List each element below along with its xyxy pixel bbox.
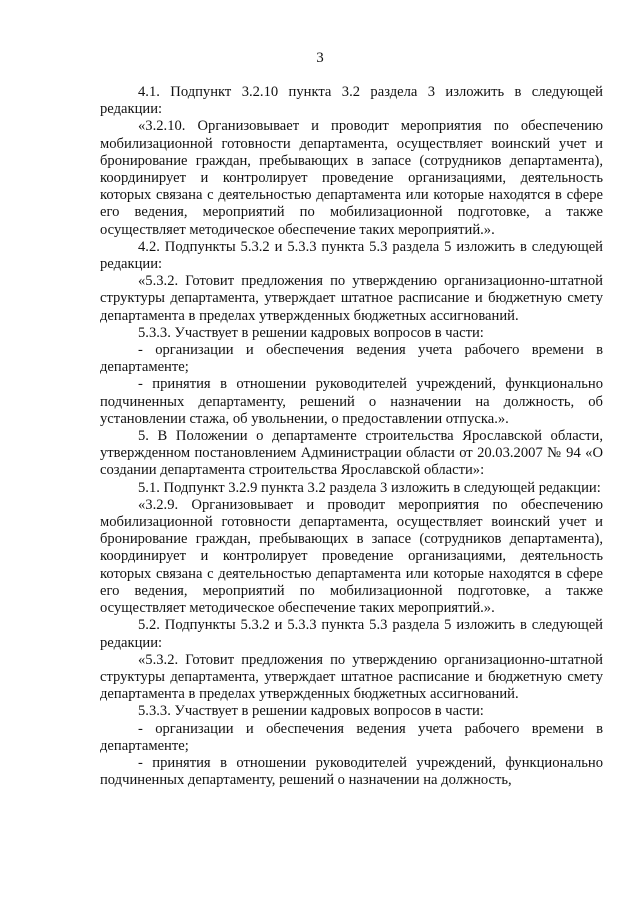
paragraph-3-2-10: «3.2.10. Организовывает и проводит мероприятия по обеспечению мобилизационной готовности департамента, осуществляет воинский учет и бронирование граждан, пребывающих в запасе (сотрудников департамента), координирует и контролирует проведение организациями, деятельность которых связана с деятельностью департамента или которые находятся в сфере его ведения, мероприятий по мобилизационной подготовке, а также осуществляет методическое обеспечение таких мероприятий.». [100, 118, 603, 238]
document-body [100, 84, 603, 789]
paragraph-5-3-2-second: «5.3.2. Готовит предложения по утверждению организационно-штатной структуры департамента, утверждает штатное расписание и бюджетную смету департамента в пределах утвержденных бюджетных ассигнований. [100, 651, 603, 703]
paragraph-4-1: 4.1. Подпункт 3.2.10 пункта 3.2 раздела 3 изложить в следующей редакции: [100, 84, 603, 118]
paragraph-3-2-9: «3.2.9. Организовывает и проводит мероприятия по обеспечению мобилизационной готовности департамента, осуществляет воинский учет и бронирование граждан, пребывающих в запасе (сотрудников департамента), координирует и контролирует проведение организациями, деятельность которых связана с деятельностью департамента или которые находятся в сфере его ведения, мероприятий по мобилизационной подготовке, а также осуществляет методическое обеспечение таких мероприятий.». [100, 496, 603, 617]
paragraph-4-2: 4.2. Подпункты 5.3.2 и 5.3.3 пункта 5.3 раздела 5 изложить в следующей редакции: [100, 238, 603, 273]
paragraph-5-2: 5.2. Подпункты 5.3.2 и 5.3.3 пункта 5.3 раздела 5 изложить в следующей редакции: [100, 617, 603, 651]
list-item-heads-second: - принятия в отношении руководителей учреждений, функционально подчиненных департаменту, решений о назначении на должность, [100, 754, 603, 789]
page-number: 3 [316, 50, 324, 66]
paragraph-5-3-2-first: «5.3.2. Готовит предложения по утверждению организационно-штатной структуры департамента, утверждает штатное расписание и бюджетную смету департамента в пределах утвержденных бюджетных ассигнований. [100, 273, 603, 324]
list-item-working-time-first: - организации и обеспечения ведения учета рабочего времени в департаменте; [100, 342, 603, 376]
paragraph-5-3-3-second: 5.3.3. Участвует в решении кадровых вопросов в части: [138, 703, 484, 720]
paragraph-5-3-3-first: 5.3.3. Участвует в решении кадровых вопросов в части: [138, 324, 484, 341]
list-item-heads-first: - принятия в отношении руководителей учреждений, функционально подчиненных департаменту, решений о назначении на должность, об установлении стажа, об увольнении, о предоставлении отпуска.». [100, 376, 603, 427]
paragraph-5: 5. В Положении о департаменте строительства Ярославской области, утвержденном постановлением Администрации области от 20.03.2007 № 94 «О создании департамента строительства Ярославской области»: [100, 428, 603, 479]
list-item-working-time-second: - организации и обеспечения ведения учета рабочего времени в департаменте; [100, 720, 603, 754]
paragraph-5-1: 5.1. Подпункт 3.2.9 пункта 3.2 раздела 3 изложить в следующей редакции: [138, 479, 601, 496]
